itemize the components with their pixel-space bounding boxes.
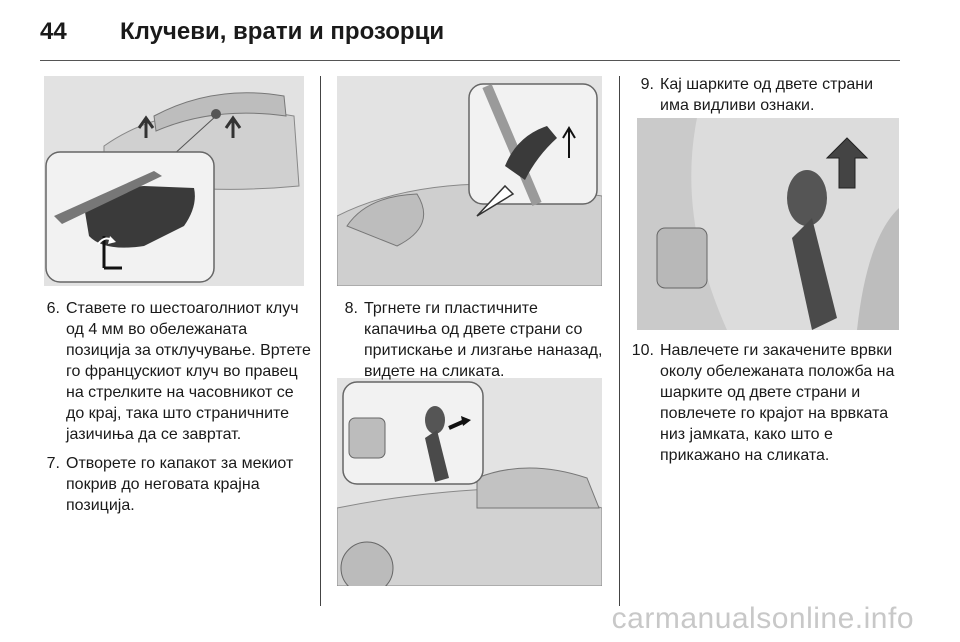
figure-convertible-strap — [337, 378, 602, 586]
page-title: Клучеви, врати и прозорци — [120, 18, 445, 45]
step-item — [40, 298, 312, 445]
step-item — [634, 74, 906, 116]
hex-key-illustration — [44, 76, 304, 286]
step-number: 9. — [640, 76, 654, 93]
plastic-cap-illustration — [337, 76, 602, 286]
watermark-text: carmanualsonline.info — [611, 602, 914, 635]
figure-hinge-markings — [637, 118, 899, 330]
column-divider-left — [320, 76, 321, 606]
step-number: 7. — [46, 455, 60, 472]
step-item — [628, 340, 906, 466]
step-number: 8. — [344, 300, 358, 317]
figure-hex-key-unlock — [44, 76, 304, 286]
page-number: 44 — [40, 18, 67, 45]
convertible-strap-illustration — [337, 378, 602, 586]
step-number: 6. — [46, 300, 60, 317]
hinge-markings-illustration — [637, 118, 899, 330]
step-item — [338, 298, 610, 382]
column-divider-right — [619, 76, 620, 606]
steps-right-top — [634, 74, 906, 116]
steps-right-bottom — [628, 340, 906, 466]
step-text: Отворете го капакот за мекиот покрив до неговата крајна позиција. — [66, 455, 294, 514]
step-text: Навлечете ги закачените врвки околу обележаната положба на шарките од двете страни и повлечете го крајот на врвката низ јамката, како што е прикажано на сликата. — [660, 342, 895, 464]
header-rule — [40, 60, 900, 61]
step-item — [40, 453, 312, 516]
step-text: Тргнете ги пластичните капачиња од двете страни со притискање и лизгање наназад, видете на сликата. — [364, 300, 603, 380]
step-text: Ставете го шестоаголниот клуч од 4 мм во обележаната позиција за отклучување. Вртете го францускиот клуч во правец на стрелките на часовникот се до крај, така што страничните јазичиња да се завртат. — [66, 300, 311, 443]
page-header — [40, 14, 444, 50]
figure-plastic-cap — [337, 76, 602, 286]
steps-left — [40, 298, 312, 516]
steps-middle — [338, 298, 610, 382]
step-text: Кај шарките од двете страни има видливи ознаки. — [660, 76, 874, 114]
step-number: 10. — [631, 342, 654, 359]
